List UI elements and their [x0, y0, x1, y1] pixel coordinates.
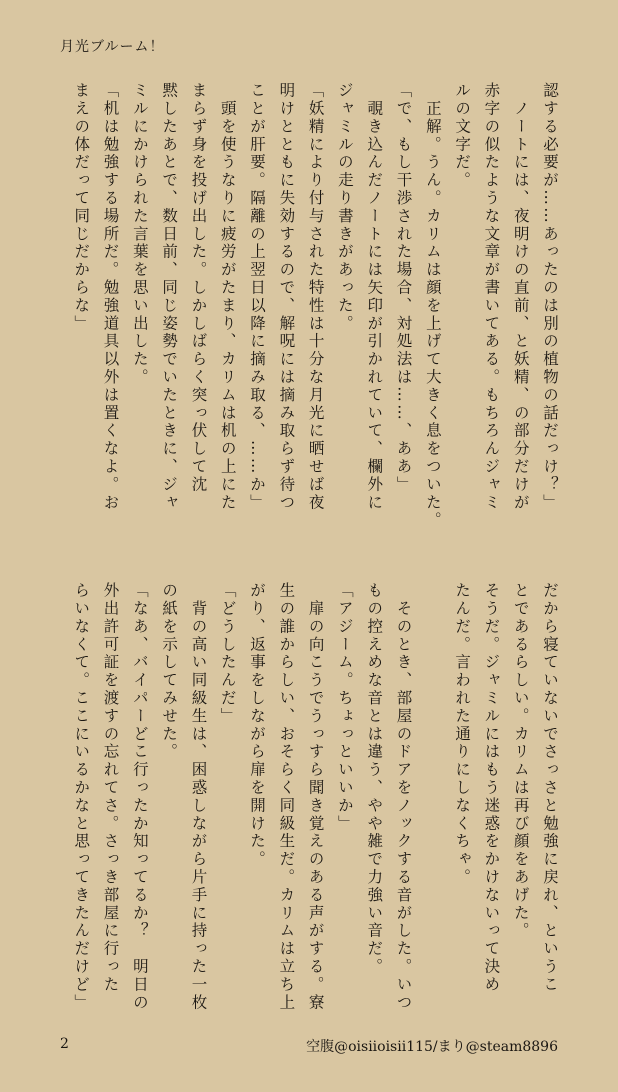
page-number: 2	[60, 1036, 69, 1052]
text-line	[418, 582, 447, 1052]
text-line: たんだ。言われた通りにしなくちゃ。	[453, 582, 472, 887]
text-line: 覗き込んだノートには矢印が引かれていて、欄外に	[365, 82, 384, 512]
text-line: 赤字の似たような文章が書いてある。もちろんジャミ	[482, 82, 501, 512]
text-line: 「なあ、バイパーどこ行ったか知ってるか？ 明日の	[130, 582, 149, 1012]
text-line: とであるらしい。カリムは再び顔をあげた。	[511, 582, 530, 940]
text-line: ノートには、夜明けの直前、と妖精、の部分だけが	[511, 82, 530, 512]
text-line: 「妖精により付与された特性は十分な月光に晒せば夜	[306, 82, 325, 512]
author-credit: 空腹@oisiioisii115/まり@steam8896	[306, 1039, 558, 1055]
text-line: ルの文字だ。	[453, 82, 472, 190]
bottom-text-block	[66, 582, 564, 1052]
text-line: 「で、もし干渉された場合、対処法は……、ああ」	[394, 82, 413, 494]
text-line: らいなくて。ここにいるかなと思ってきたんだけど」	[72, 582, 91, 1012]
top-text-block	[66, 82, 564, 552]
text-line: 外出許可証を渡すの忘れてさ。さっき部屋に行った	[101, 582, 120, 994]
text-line: ことが肝要。隔離の上翌日以降に摘み取る、……か」	[248, 82, 267, 512]
text-line: 「アジーム。ちょっといいか」	[335, 582, 354, 833]
text-line: 頭を使うなりに疲労がたまり、カリムは机の上にた	[218, 82, 237, 512]
text-line: そうだ。ジャミルにはもう迷惑をかけないって決め	[482, 582, 501, 994]
text-line: まらず身を投げ出した。しかしばらく突っ伏して沈	[189, 82, 208, 494]
text-line: 生の誰からしい、おそらく同級生だ。カリムは立ち上	[277, 582, 296, 1012]
text-line: 黙したあとで、数日前、同じ姿勢でいたときに、ジャ	[160, 82, 179, 512]
text-line: 認する必要が……あったのは別の植物の話だっけ？」	[541, 82, 559, 512]
text-line: ミルにかけられた言葉を思い出した。	[130, 82, 149, 387]
text-line: 正解。うん。カリムは顔を上げて大きく息をついた。	[423, 82, 442, 530]
text-line: だから寝ていないでさっさと勉強に戻れ、というこ	[541, 582, 559, 994]
text-line: がり、返事をしながら扉を開けた。	[248, 582, 267, 869]
text-line: 「どうしたんだ」	[218, 582, 237, 726]
text-line: ジャミルの走り書きがあった。	[335, 82, 354, 333]
running-header	[60, 36, 164, 56]
text-line: 背の高い同級生は、困惑しながら片手に持った一枚	[189, 582, 208, 1012]
header-title: 月光ブルーム！	[60, 39, 165, 55]
text-line: まえの体だって同じだからな」	[72, 82, 91, 333]
text-line: 「机は勉強する場所だ。勉強道具以外は置くなよ。お	[101, 82, 120, 512]
text-line: 明けとともに失効するので、解呪には摘み取らず待つ	[277, 82, 296, 512]
text-line: の紙を示してみせた。	[160, 582, 179, 761]
text-line: 扉の向こうでうっすら聞き覚えのある声がする。寮	[306, 582, 325, 1012]
text-line: もの控えめな音とは違う、やや雑で力強い音だ。	[365, 582, 384, 976]
text-line: そのとき、部屋のドアをノックする音がした。いつ	[394, 582, 413, 1012]
